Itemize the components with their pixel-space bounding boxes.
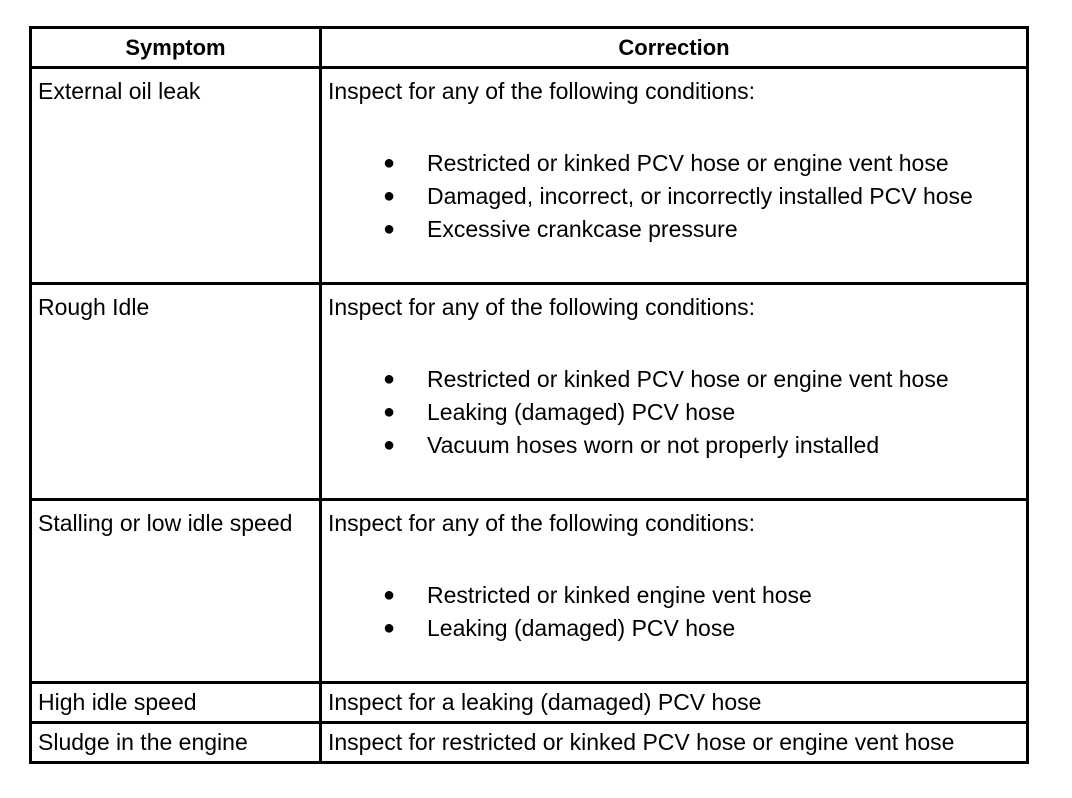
correction-text: Inspect for a leaking (damaged) PCV hose: [328, 689, 762, 715]
symptom-text: High idle speed: [38, 689, 197, 715]
table-row: [31, 723, 1028, 763]
correction-cell: [321, 683, 1028, 723]
condition-text: Excessive crankcase pressure: [427, 216, 738, 242]
table-row: [31, 68, 1028, 284]
correction-intro: Inspect for any of the following conditions:: [328, 78, 756, 104]
bullet-icon: ●: [382, 617, 396, 639]
correction-text: Inspect for restricted or kinked PCV hose or engine vent hose: [328, 729, 955, 755]
bullet-icon: ●: [382, 218, 396, 240]
condition-text: Restricted or kinked engine vent hose: [427, 582, 812, 608]
correction-cell: [321, 68, 1028, 284]
symptom-text: Sludge in the engine: [38, 729, 248, 755]
list-item: [328, 213, 1026, 246]
list-item: [328, 579, 1026, 612]
symptom-text: Rough Idle: [38, 294, 150, 320]
list-item: [328, 180, 1026, 213]
diagnosis-table: [29, 26, 1029, 764]
symptom-text: Stalling or low idle speed: [38, 510, 293, 536]
condition-list: [328, 147, 1026, 246]
table-row: [31, 683, 1028, 723]
list-item: [328, 396, 1026, 429]
correction-cell: [321, 723, 1028, 763]
list-item: [328, 429, 1026, 462]
symptom-cell: [31, 683, 321, 723]
condition-text: Leaking (damaged) PCV hose: [427, 399, 736, 425]
condition-text: Restricted or kinked PCV hose or engine vent hose: [427, 366, 949, 392]
condition-text: Leaking (damaged) PCV hose: [427, 615, 736, 641]
correction-cell: [321, 500, 1028, 683]
header-row: [31, 28, 1028, 68]
symptom-cell: [31, 723, 321, 763]
bullet-icon: ●: [382, 368, 396, 390]
condition-text: Vacuum hoses worn or not properly installed: [427, 432, 880, 458]
symptom-cell: [31, 500, 321, 683]
bullet-icon: ●: [382, 584, 396, 606]
condition-list: [328, 579, 1026, 645]
condition-text: Restricted or kinked PCV hose or engine vent hose: [427, 150, 949, 176]
condition-text: Damaged, incorrect, or incorrectly installed PCV hose: [427, 183, 973, 209]
symptom-header: Symptom: [31, 28, 321, 68]
symptom-text: External oil leak: [38, 78, 201, 104]
table-row: [31, 284, 1028, 500]
list-item: [328, 612, 1026, 645]
correction-intro: Inspect for any of the following conditions:: [328, 294, 756, 320]
bullet-icon: ●: [382, 152, 396, 174]
bullet-icon: ●: [382, 401, 396, 423]
correction-header: Correction: [321, 28, 1028, 68]
correction-intro: Inspect for any of the following conditions:: [328, 510, 756, 536]
condition-list: [328, 363, 1026, 462]
bullet-icon: ●: [382, 185, 396, 207]
symptom-cell: [31, 68, 321, 284]
bullet-icon: ●: [382, 434, 396, 456]
symptom-cell: [31, 284, 321, 500]
table-row: [31, 500, 1028, 683]
list-item: [328, 147, 1026, 180]
list-item: [328, 363, 1026, 396]
correction-cell: [321, 284, 1028, 500]
